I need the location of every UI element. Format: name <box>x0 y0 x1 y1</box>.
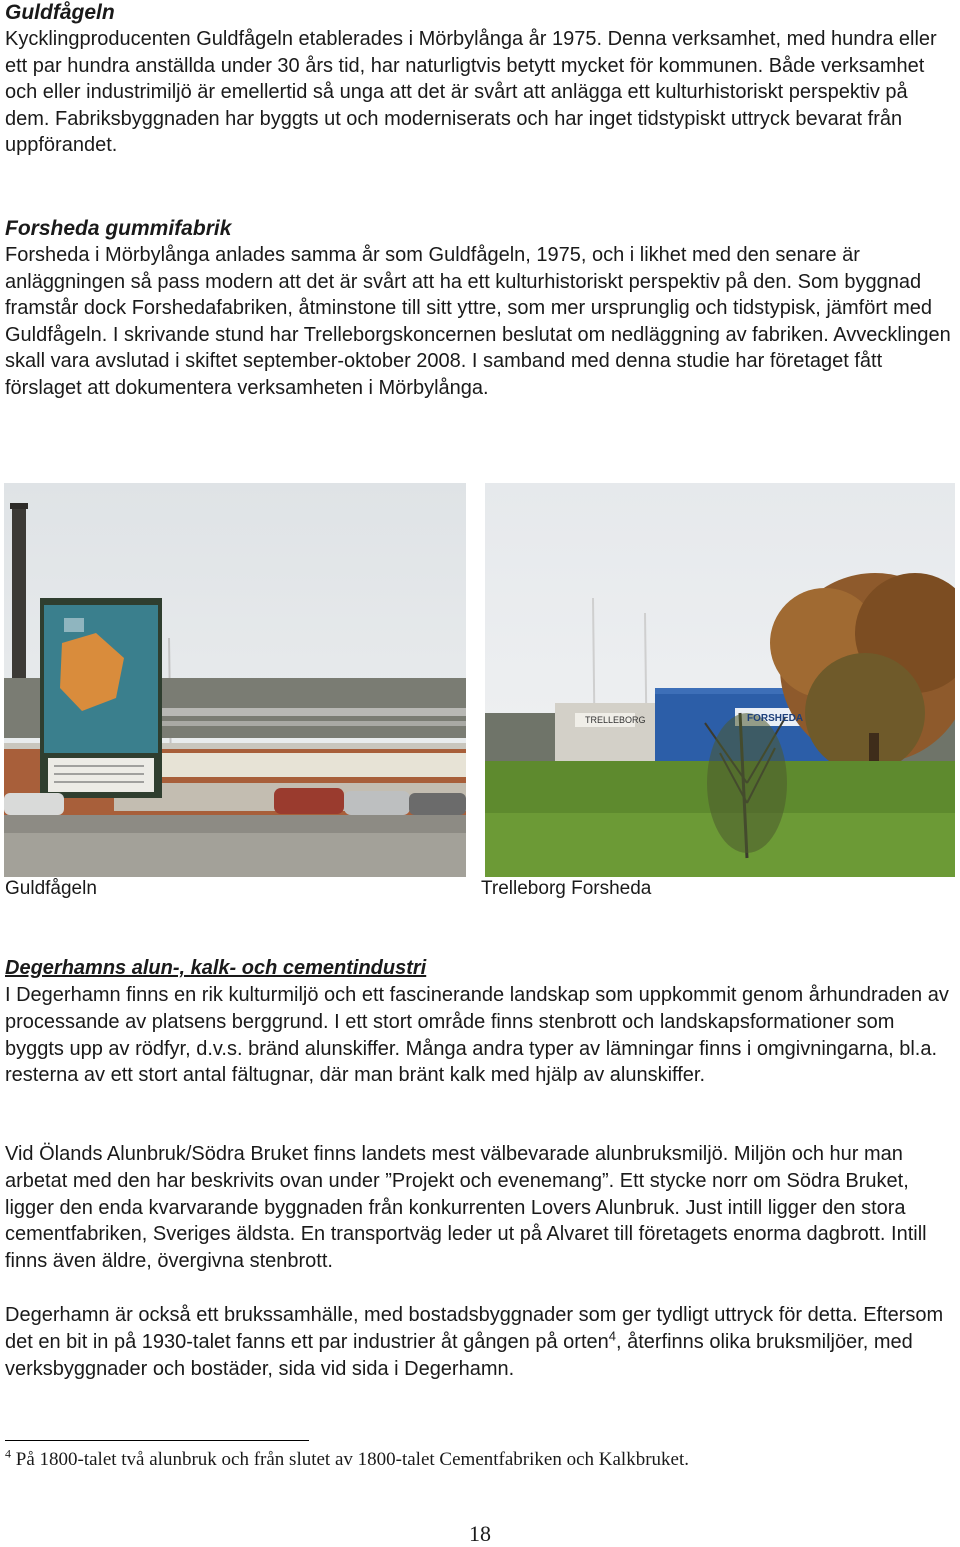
paragraph-degerhamn-3-part-a: Degerhamn är också ett brukssamhälle, med bostadsbyggnader som ger tydligt uttryck för detta. Eftersom det en bit in på 1930-talet fanns ett par industrier åt gången på orten <box>5 1304 944 1353</box>
footnote-text: På 1800-talet två alunbruk och från slutet av 1800-talet Cementfabriken och Kalkbruket. <box>11 1449 689 1470</box>
caption-trelleborg-forsheda: Trelleborg Forsheda <box>481 878 652 899</box>
footnote <box>5 1448 689 1472</box>
heading-degerhamn: Degerhamns alun-, kalk- och cementindustri <box>5 957 427 979</box>
footnote-ref: 4 <box>608 1328 616 1344</box>
page-number: 18 <box>469 1521 491 1546</box>
section-guldfageln <box>5 0 955 159</box>
heading-forsheda: Forsheda gummifabrik <box>5 217 232 240</box>
paragraph-degerhamn-2: Vid Ölands Alunbruk/Södra Bruket finns landets mest välbevarade alunbruksmiljö. Miljön och hur man arbetat med den har beskrivits ovan under ”Projekt och evenemang”. Ett stycke norr om Södra Bruket, ligger den enda kvarvarande byggnaden från konkurrenten Lovers Alunbruk. Just intill ligger den stora cementfabriken, Sveriges äldsta. En transportväg leder ut på Alvaret till företagets enorma dagbrott. Intill finns även äldre, övergivna stenbrott. <box>5 1143 927 1273</box>
paragraph-forsheda: Forsheda i Mörbylånga anlades samma år som Guldfågeln, 1975, och i likhet med den senare är anläggningen så pass modern att det är svårt att ha ett kulturhistoriskt perspektiv på den. Som byggnad framstår dock Forshedafabriken, åtminstone till sitt yttre, som mer ursprunglig och tidstypisk, jämfört med Guldfågeln. I skrivande stund har Trelleborgskoncernen beslutat om nedläggning av fabriken. Avvecklingen skall vara avslutad i skiftet september-oktober 2008. I samband med denna studie har företaget fått förslaget att dokumentera verksamheten i Mörbylånga. <box>5 244 951 399</box>
section-degerhamn-2 <box>5 1141 955 1275</box>
paragraph-degerhamn-3 <box>5 1302 955 1382</box>
photo-guldfageln <box>4 483 466 877</box>
caption-guldfageln: Guldfågeln <box>5 878 97 899</box>
photo-trelleborg-forsheda <box>485 483 955 877</box>
photo-guldfageln-image <box>4 483 466 877</box>
footnote-number: 4 <box>5 1446 11 1461</box>
paragraph-degerhamn-3-part-b: , återfinns olika bruksmiljöer, med verksbyggnader och bostäder, sida vid sida i Degerhamn. <box>5 1330 913 1380</box>
photo-sign-trelleborg: TRELLEBORG <box>585 715 646 725</box>
section-degerhamn <box>5 955 955 1089</box>
photo-trelleborg-forsheda-image <box>485 483 955 877</box>
heading-guldfageln: Guldfågeln <box>5 1 115 24</box>
paragraph-guldfageln: Kycklingproducenten Guldfågeln etablerades i Mörbylånga år 1975. Denna verksamhet, med hundra eller ett par hundra anställda under 30 års tid, har naturligtvis betytt mycket för kommunen. Både verksamhet och eller industrimiljö är emellertid så unga att det är svårt att anlägga ett kulturhistoriskt perspektiv på dem. Fabriksbyggnaden har byggts ut och moderniserats och har inget tidstypiskt uttryck bevarat från uppförandet. <box>5 28 937 157</box>
section-degerhamn-3 <box>5 1302 955 1382</box>
paragraph-degerhamn-1: I Degerhamn finns en rik kulturmiljö och ett fascinerande landskap som uppkommit genom århundraden av processande av platsens berggrund. I ett stort område finns stenbrott och landskapsformationer som byggts upp av rödfyr, d.v.s. bränd alunskiffer. Många andra typer av lämningar finns i omgivningarna, bl.a. resterna av ett stort antal fältugnar, där man bränt kalk med hjälp av alunskiffer. <box>5 984 949 1087</box>
footnote-separator <box>5 1440 309 1441</box>
photo-sign-forsheda: FORSHEDA <box>747 713 804 724</box>
section-forsheda <box>5 216 955 402</box>
